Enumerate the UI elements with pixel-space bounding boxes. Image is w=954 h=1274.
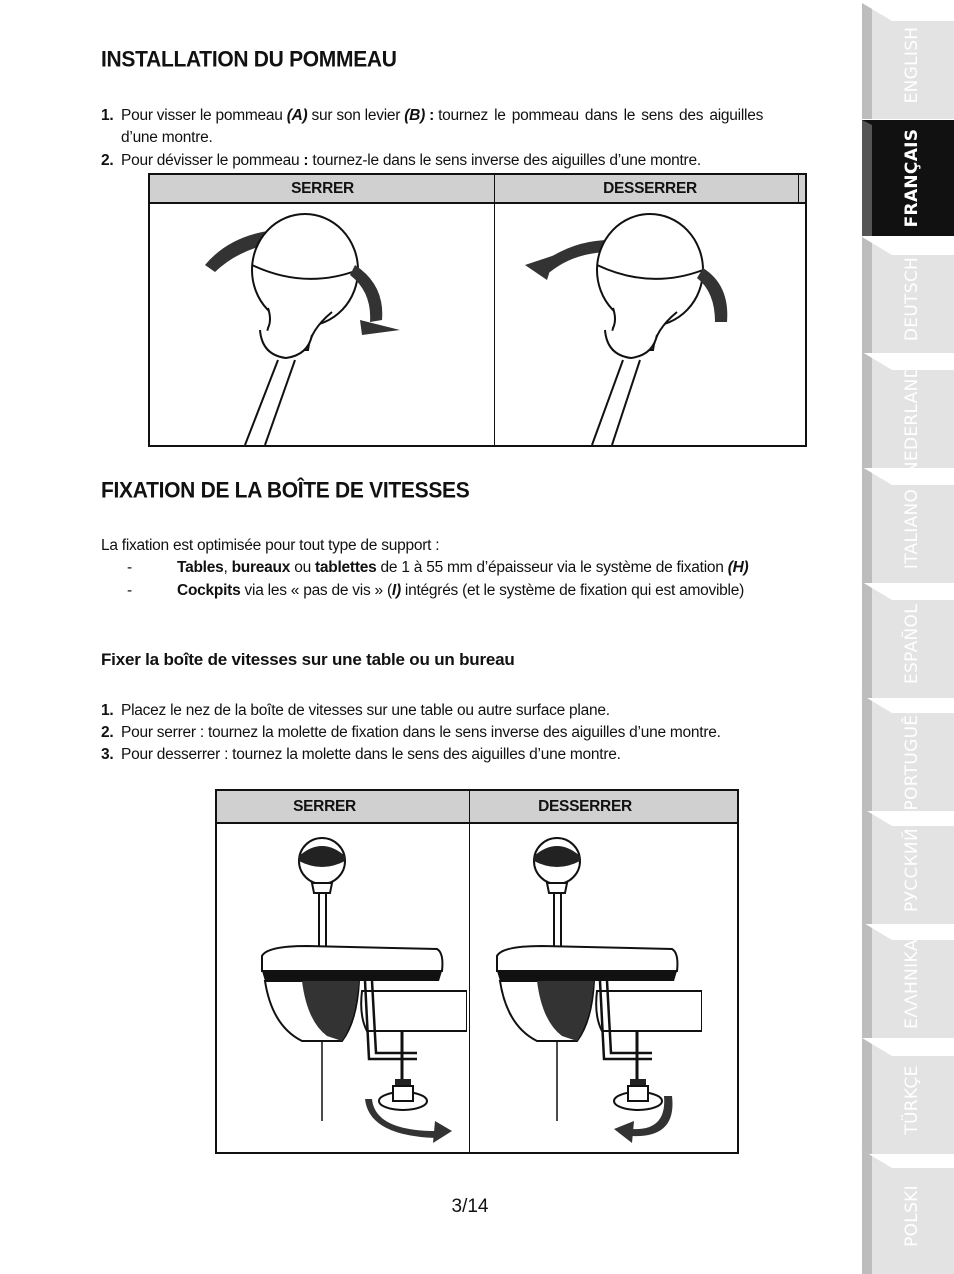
step-number: 1. xyxy=(101,702,114,719)
label-i: I) xyxy=(391,582,401,599)
clamp-tighten-illustration xyxy=(247,831,467,1146)
text: intégrés (et le système de fixation qui est amovible) xyxy=(400,582,745,599)
tab-russkiy[interactable] xyxy=(862,808,954,924)
bold-text: Tables xyxy=(177,559,224,576)
step-number: 2. xyxy=(101,724,114,741)
tab-label: ESPAÑOL xyxy=(902,604,922,684)
clamp-loosen-illustration xyxy=(482,831,702,1146)
step-text: Pour dévisser le pommeau xyxy=(121,152,304,169)
bullet-dash: - xyxy=(127,559,132,576)
step-text: Pour desserrer : tournez la molette dans le sens des aiguilles d’une montre. xyxy=(121,746,621,763)
step-2-line xyxy=(101,150,701,172)
fixation-intro: La fixation est optimisée pour tout type de support : xyxy=(101,537,440,554)
step-text: tournez le pommeau dans le sens des aiguilles xyxy=(438,107,764,124)
tab-label: TÜRKÇE xyxy=(902,1065,922,1135)
step-text: Placez le nez de la boîte de vitesses sur une table ou autre surface plane. xyxy=(121,702,610,719)
mount-step-2 xyxy=(101,722,721,744)
mount-step-3 xyxy=(101,744,621,766)
step-text: Pour serrer : tournez la molette de fixation dans le sens inverse des aiguilles d’une montre. xyxy=(121,724,721,741)
bold-text: Cockpits xyxy=(177,582,241,599)
tab-label: ΕΛΛΗΝΙΚΑ xyxy=(902,939,922,1029)
knob-tighten-illustration xyxy=(190,210,460,445)
language-tabs xyxy=(862,0,954,1274)
knob-rotation-table xyxy=(148,173,807,447)
step-text: Pour visser le pommeau xyxy=(121,107,287,124)
tab-italiano[interactable] xyxy=(862,467,954,583)
text: de 1 à 55 mm d’épaisseur via le système de fixation xyxy=(376,559,728,576)
colon: : xyxy=(425,107,439,124)
step-number: 2. xyxy=(101,152,114,169)
text: ou xyxy=(290,559,315,576)
step-number: 1. xyxy=(101,107,114,124)
tab-ellinika[interactable] xyxy=(862,922,954,1038)
step-text: d’une montre. xyxy=(121,129,213,146)
column-header-serrer: SERRER xyxy=(291,179,354,197)
step-1-line-1 xyxy=(101,105,817,127)
section-title-fixation: FIXATION DE LA BOÎTE DE VITESSES xyxy=(101,478,470,503)
colon: : xyxy=(303,152,309,169)
step-text: sur son levier xyxy=(307,107,405,124)
column-header-desserrer: DESSERRER xyxy=(538,797,632,815)
clamp-rotation-table xyxy=(215,789,739,1154)
tab-label: NEDERLANDS xyxy=(902,353,922,475)
bullet-cockpits xyxy=(127,580,744,602)
page-number: 3/14 xyxy=(451,1196,489,1217)
tab-espanol[interactable] xyxy=(862,582,954,698)
label-a: (A) xyxy=(286,107,308,124)
bullet-tables xyxy=(127,557,748,579)
bold-text: tablettes xyxy=(315,559,377,576)
tab-label: ITALIANO xyxy=(902,488,922,570)
section-title-installation: INSTALLATION DU POMMEAU xyxy=(101,47,397,72)
step-number: 3. xyxy=(101,746,114,763)
table-header xyxy=(150,175,805,204)
tab-label: PORTUGUÊS xyxy=(902,703,922,811)
tab-label: ENGLISH xyxy=(902,26,922,104)
label-b: (B) xyxy=(404,107,426,124)
tab-label: POLSKI xyxy=(902,1185,922,1247)
tab-polski[interactable] xyxy=(862,1150,954,1274)
bold-text: bureaux xyxy=(231,559,291,576)
text: , xyxy=(223,559,232,576)
tab-label: DEUTSCH xyxy=(902,256,922,342)
tab-turkce[interactable] xyxy=(862,1038,954,1154)
step-1-line-2 xyxy=(121,127,213,149)
tab-nederlands[interactable] xyxy=(862,352,954,475)
table-header xyxy=(217,791,737,824)
label-h: (H) xyxy=(727,559,749,576)
column-header-serrer: SERRER xyxy=(293,797,356,815)
bullet-dash: - xyxy=(127,582,132,599)
tab-deutsch[interactable] xyxy=(862,237,954,353)
tab-francais[interactable] xyxy=(862,120,954,236)
tab-label: FRANÇAIS xyxy=(902,128,922,228)
mount-step-1 xyxy=(101,700,610,722)
text: via les « pas de vis » ( xyxy=(240,582,392,599)
section-title-table-mount: Fixer la boîte de vitesses sur une table ou un bureau xyxy=(101,650,515,669)
column-header-desserrer: DESSERRER xyxy=(603,179,697,197)
tab-english[interactable] xyxy=(862,3,954,119)
tab-label: РУССКИЙ xyxy=(902,828,922,912)
step-text: tournez-le dans le sens inverse des aiguilles d’une montre. xyxy=(308,152,701,169)
knob-loosen-illustration xyxy=(515,210,785,445)
tab-portugues[interactable] xyxy=(862,695,954,811)
